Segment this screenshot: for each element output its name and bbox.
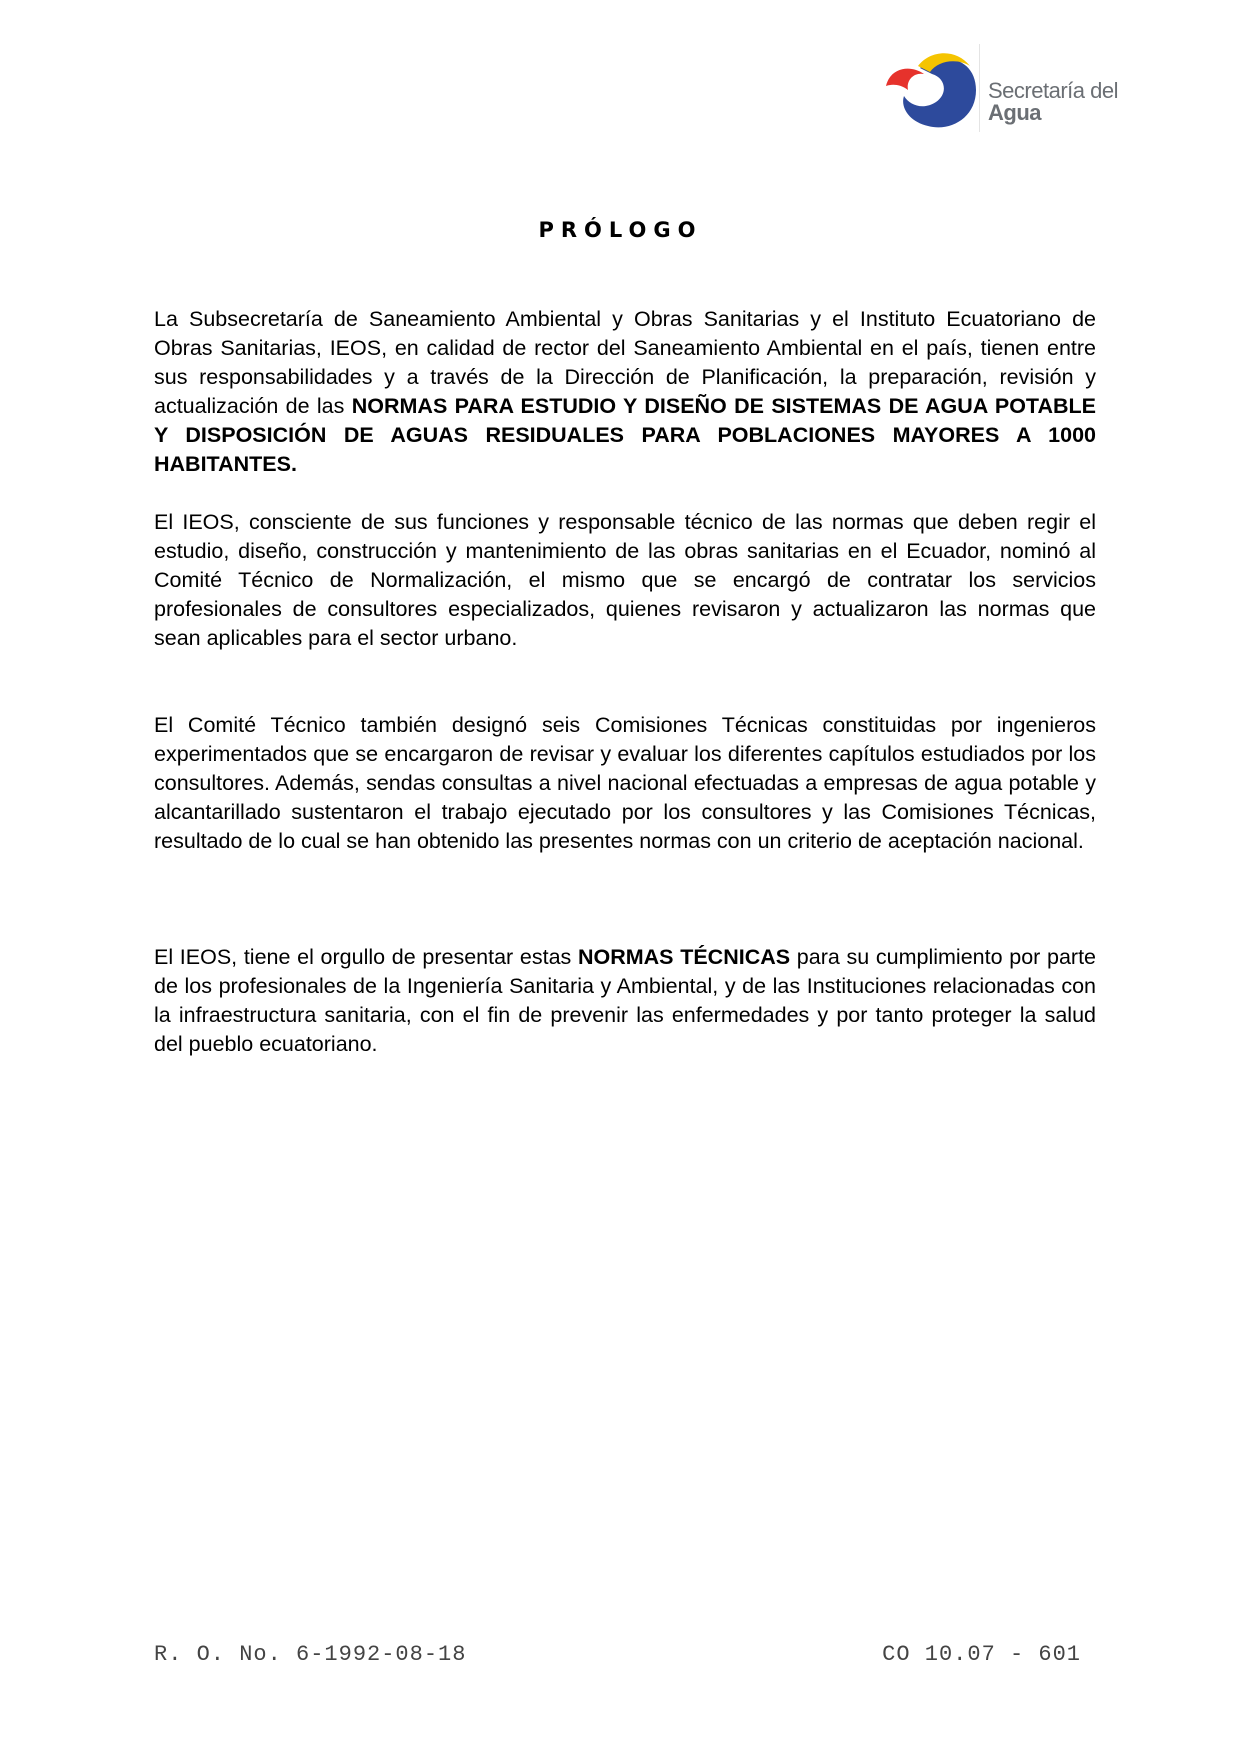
paragraph-2: El IEOS, consciente de sus funciones y responsable técnico de las normas que deben regir el estudio, diseño, construcción y mantenimiento de las obras sanitarias en el Ecuador, nominó al Comité Técnico de Normalización, el mismo que se encargó de contratar los servicios profesionales de consultores especializados, quienes revisaron y actualizaron las normas que sean aplicables para el sector urbano. [154, 510, 1096, 650]
page-title: PRÓLOGO [538, 218, 703, 242]
paragraph-4-text-post: para su cumplimiento por parte de los profesionales de la Ingeniería Sanitaria y Ambiental, y de las Instituciones relacionadas con la infraestructura sanitaria, con el fin de prevenir las enfermedades y por tanto proteger la salud del pueblo ecuatoriano. [154, 945, 1097, 1056]
paragraph-1-bold: NORMAS PARA ESTUDIO Y DISEÑO DE SISTEMAS DE AGUA POTABLE Y DISPOSICIÓN DE AGUAS RESIDUALES PARA POBLACIONES MAYORES A 1000 HABITANTES. [154, 394, 1096, 476]
paragraph-3: El Comité Técnico también designó seis Comisiones Técnicas constituidas por ingenieros experimentados que se encargaron de revisar y evaluar los diferentes capítulos estudiados por los consultores. Además, sendas consultas a nivel nacional efectuadas a empresas de agua potable y alcantarillado sustentaron el trabajo ejecutado por los consultores y las Comisiones Técnicas, resultado de lo cual se han obtenido las presentes normas con un criterio de aceptación nacional. [154, 713, 1096, 853]
paragraph-4 [154, 943, 1096, 1059]
paragraph-1-text: La Subsecretaría de Saneamiento Ambiental y Obras Sanitarias y el Instituto Ecuatoriano de Obras Sanitarias, IEOS, en calidad de rector del Saneamiento Ambiental en el país, tienen entre sus responsabilidades y a través de la Dirección de Planificación, la preparación, revisión y actualización de las [154, 307, 1096, 418]
logo-emblem-icon [880, 40, 980, 136]
footer-code: CO 10.07 - 601 [882, 1642, 1081, 1667]
paragraph-1 [154, 305, 1096, 479]
logo-line-2: Agua [988, 100, 1041, 125]
paragraph-4-text-pre: El IEOS, tiene el orgullo de presentar estas [154, 945, 578, 969]
logo-line-1: Secretaría del [988, 78, 1118, 103]
paragraph-4-bold: NORMAS TÉCNICAS [577, 945, 791, 969]
footer-registro-oficial: R. O. No. 6-1992-08-18 [154, 1642, 467, 1667]
secretaria-del-agua-logo [880, 40, 1120, 136]
